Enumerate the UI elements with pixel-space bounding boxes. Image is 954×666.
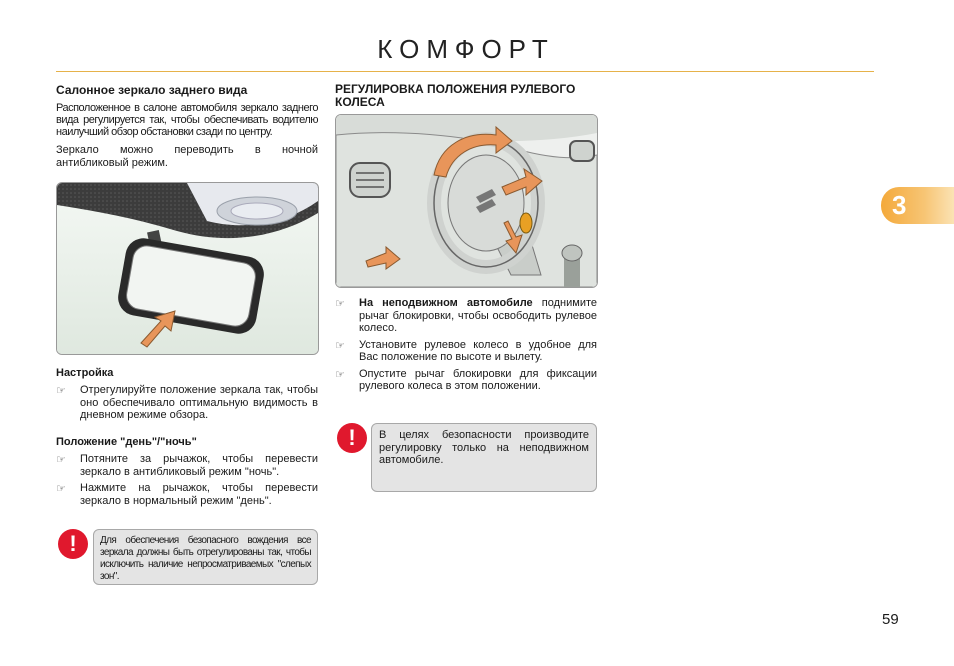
warning-icon: ! — [337, 423, 367, 453]
daynight-title: Положение "день"/"ночь" — [56, 436, 197, 448]
steering-section — [335, 83, 597, 109]
mirror-illustration — [56, 182, 319, 355]
mirror-warning-text: Для обеспечения безопасного вождения все зеркала должны быть отрегулированы так, чтобы исключить наличие непросматриваемых "слепых зон". — [100, 535, 311, 582]
hand-pointer-icon: ☞ — [56, 454, 66, 466]
step2-text: Установите рулевое колесо в удобное для Вас положение по высоте и вылету. — [359, 338, 597, 363]
mirror-night-text: Зеркало можно переводить в ночной антибликовый режим. — [56, 144, 318, 169]
hand-pointer-icon: ☞ — [335, 368, 345, 381]
adjust-item-text: Отрегулируйте положение зеркала так, чтобы оно обеспечивало оптимальную видимость в дневном режиме обзора. — [80, 384, 318, 421]
mirror-drawing — [57, 183, 318, 354]
steering-steps — [335, 297, 597, 393]
daynight-item-text: Потяните за рычажок, чтобы перевести зеркало в антибликовый режим "ночь". — [80, 453, 318, 478]
steering-warning-text: В целях безопасности производите регулировку только на неподвижном автомобиле. — [379, 429, 589, 466]
warning-icon: ! — [58, 529, 88, 559]
steering-illustration — [335, 114, 598, 288]
mirror-title: Салонное зеркало заднего вида — [56, 83, 248, 97]
steering-title: РЕГУЛИРОВКА ПОЛОЖЕНИЯ РУЛЕВОГО КОЛЕСА — [335, 82, 576, 109]
daynight-item-day — [56, 482, 318, 507]
mirror-intro: Расположенное в салоне автомобиля зеркало заднего вида регулируется так, чтобы обеспечивать водителю наилучший обзор обстановки сзади по центру. — [56, 102, 318, 138]
steering-step-2 — [335, 339, 597, 364]
mirror-section — [56, 83, 318, 169]
steering-step-3 — [335, 368, 597, 393]
step1-bold: На неподвижном автомобиле — [359, 297, 533, 309]
hand-pointer-icon: ☞ — [56, 483, 66, 495]
chapter-number: 3 — [892, 190, 907, 220]
step3-text: Опустите рычаг блокировки для фиксации рулевого колеса в этом положении. — [359, 367, 597, 392]
step1-text: поднимите рычаг блокировки, чтобы освободить рулевое колесо. — [359, 297, 597, 334]
steering-step-1 — [335, 297, 597, 335]
hand-pointer-icon: ☞ — [335, 298, 345, 310]
hand-pointer-icon: ☞ — [335, 339, 345, 352]
adjust-section — [56, 367, 318, 422]
header-divider — [56, 71, 874, 72]
page-number: 59 — [882, 611, 899, 628]
steering-warning-box — [371, 423, 597, 492]
daynight-item-night — [56, 453, 318, 478]
adjust-title: Настройка — [56, 367, 114, 379]
adjust-item — [56, 384, 318, 422]
steering-drawing — [336, 115, 597, 287]
mirror-warning-box — [93, 529, 318, 585]
hand-pointer-icon: ☞ — [56, 385, 66, 397]
page-title: КОМФОРТ — [377, 34, 555, 64]
daynight-item-text: Нажмите на рычажок, чтобы перевести зеркало в нормальный режим "день". — [80, 482, 318, 507]
daynight-section — [56, 436, 318, 507]
